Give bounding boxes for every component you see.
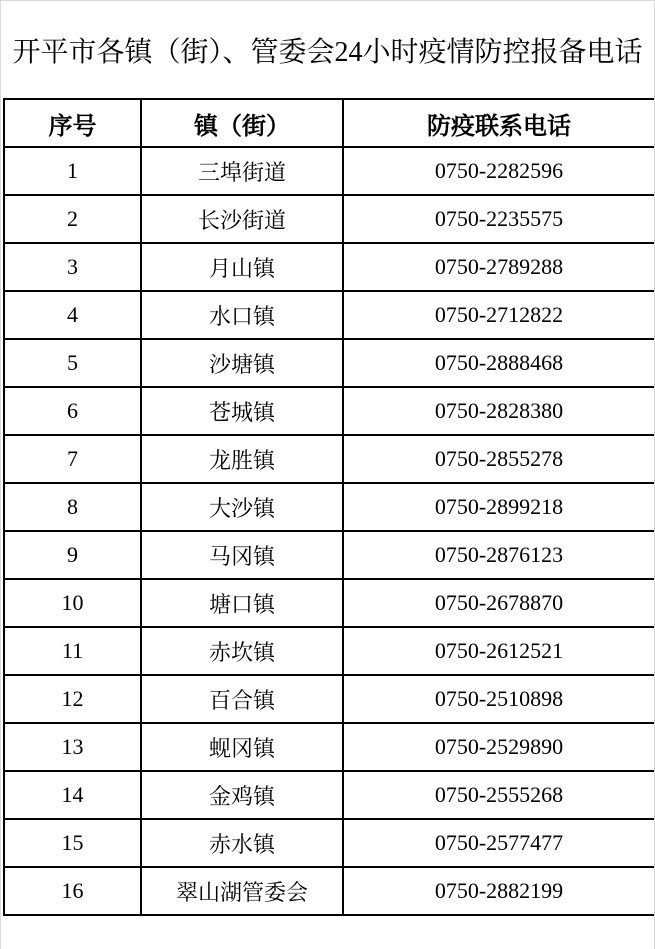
table-row [4, 339, 655, 387]
table-row [4, 387, 655, 435]
row-index-cell: 11 [4, 627, 141, 675]
row-index-cell: 1 [4, 147, 141, 195]
phone-cell: 0750-2529890 [343, 723, 655, 771]
phone-cell: 0750-2899218 [343, 483, 655, 531]
table-body [4, 147, 655, 915]
table-row [4, 531, 655, 579]
header-phone: 防疫联系电话 [343, 99, 655, 147]
row-index-cell: 10 [4, 579, 141, 627]
town-cell: 水口镇 [141, 291, 343, 339]
header-row [4, 99, 655, 147]
row-index-cell: 14 [4, 771, 141, 819]
table-row [4, 579, 655, 627]
row-index-cell: 12 [4, 675, 141, 723]
town-cell: 蚬冈镇 [141, 723, 343, 771]
phone-cell: 0750-2876123 [343, 531, 655, 579]
town-cell: 马冈镇 [141, 531, 343, 579]
row-index-cell: 2 [4, 195, 141, 243]
header-index: 序号 [4, 99, 141, 147]
phone-cell: 0750-2828380 [343, 387, 655, 435]
phone-cell: 0750-2612521 [343, 627, 655, 675]
row-index-cell: 7 [4, 435, 141, 483]
table-header [4, 99, 655, 147]
phone-cell: 0750-2888468 [343, 339, 655, 387]
table-row [4, 243, 655, 291]
town-cell: 翠山湖管委会 [141, 867, 343, 915]
town-cell: 月山镇 [141, 243, 343, 291]
title-area [1, 1, 654, 98]
phone-cell: 0750-2510898 [343, 675, 655, 723]
town-cell: 金鸡镇 [141, 771, 343, 819]
town-cell: 沙塘镇 [141, 339, 343, 387]
table-row [4, 723, 655, 771]
phone-cell: 0750-2712822 [343, 291, 655, 339]
page-title: 开平市各镇（街）、管委会24小时疫情防控报备电话 [12, 36, 643, 68]
phone-cell: 0750-2678870 [343, 579, 655, 627]
table-row [4, 867, 655, 915]
table-row [4, 483, 655, 531]
row-index-cell: 5 [4, 339, 141, 387]
phone-cell: 0750-2235575 [343, 195, 655, 243]
row-index-cell: 9 [4, 531, 141, 579]
town-cell: 龙胜镇 [141, 435, 343, 483]
header-town: 镇（街） [141, 99, 343, 147]
town-cell: 赤坎镇 [141, 627, 343, 675]
town-cell: 塘口镇 [141, 579, 343, 627]
town-cell: 苍城镇 [141, 387, 343, 435]
table-row [4, 291, 655, 339]
row-index-cell: 6 [4, 387, 141, 435]
town-cell: 长沙街道 [141, 195, 343, 243]
row-index-cell: 3 [4, 243, 141, 291]
table-row [4, 435, 655, 483]
phone-cell: 0750-2577477 [343, 819, 655, 867]
table-row [4, 195, 655, 243]
town-cell: 大沙镇 [141, 483, 343, 531]
phone-cell: 0750-2882199 [343, 867, 655, 915]
phone-cell: 0750-2855278 [343, 435, 655, 483]
row-index-cell: 8 [4, 483, 141, 531]
row-index-cell: 4 [4, 291, 141, 339]
table-row [4, 627, 655, 675]
phone-cell: 0750-2282596 [343, 147, 655, 195]
phone-cell: 0750-2555268 [343, 771, 655, 819]
row-index-cell: 15 [4, 819, 141, 867]
table-row [4, 771, 655, 819]
table-row [4, 147, 655, 195]
table-row [4, 675, 655, 723]
table-row [4, 819, 655, 867]
row-index-cell: 16 [4, 867, 141, 915]
town-cell: 赤水镇 [141, 819, 343, 867]
town-cell: 百合镇 [141, 675, 343, 723]
phone-cell: 0750-2789288 [343, 243, 655, 291]
town-cell: 三埠街道 [141, 147, 343, 195]
row-index-cell: 13 [4, 723, 141, 771]
phone-table [3, 98, 655, 916]
